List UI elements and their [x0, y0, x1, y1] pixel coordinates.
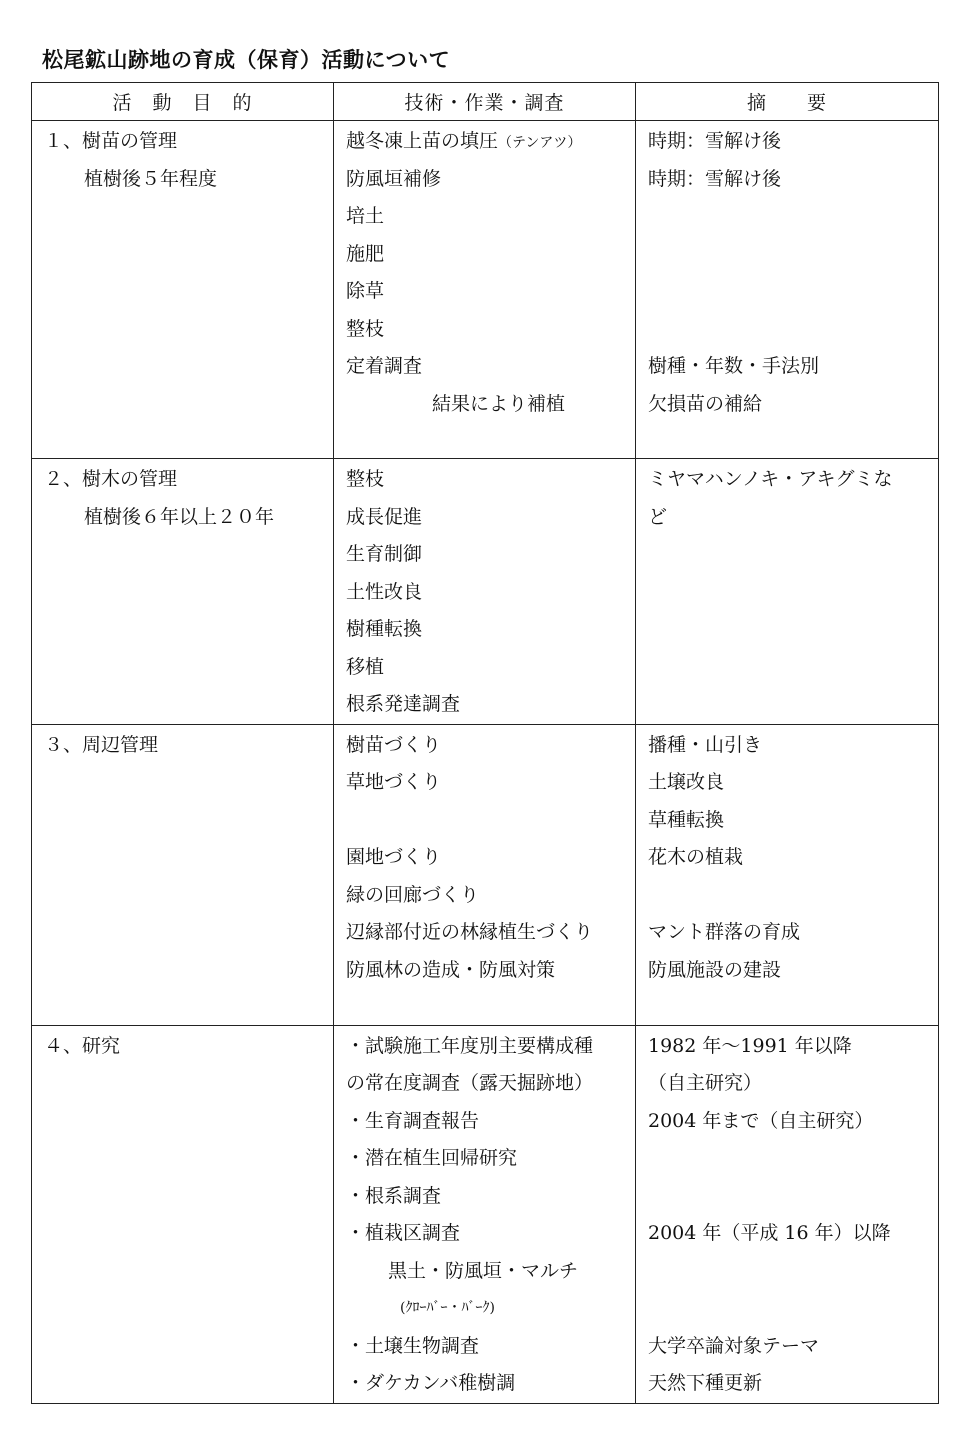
technique-item: ・植栽区調査 — [346, 1222, 461, 1244]
technique-item: 整枝 — [346, 317, 385, 340]
purpose-detail: 植樹後６年以上２０年 — [84, 505, 275, 528]
table-row — [32, 724, 939, 1025]
technique-item: (ｸﾛｰﾊﾞｰ・ﾊﾞｰｸ) — [400, 1300, 495, 1316]
summary-item — [648, 877, 926, 915]
table-row — [32, 459, 939, 725]
purpose-cell — [32, 459, 334, 725]
document-title: 松尾鉱山跡地の育成（保育）活動について — [42, 48, 451, 72]
technique-item: 防風林の造成・防風対策 — [346, 958, 556, 981]
activity-table — [31, 82, 939, 1404]
header-summary: 摘 要 — [636, 83, 939, 121]
technique-item: 樹種転換 — [346, 618, 423, 640]
summary-item — [648, 1140, 926, 1178]
technique-item: 除草 — [346, 280, 385, 302]
summary-cell — [636, 724, 939, 1025]
summary-item — [648, 1253, 926, 1291]
technique-reading-note: （テンアツ） — [498, 135, 582, 151]
technique-item: 施肥 — [346, 242, 385, 265]
summary-item — [648, 273, 926, 311]
technique-item: 生育制御 — [346, 543, 423, 565]
technique-item: 培土 — [346, 205, 385, 227]
table-row — [32, 121, 939, 459]
summary-item — [648, 1290, 926, 1328]
technique-item — [346, 123, 623, 161]
technique-cell — [334, 459, 636, 725]
technique-item: 整枝 — [346, 468, 385, 490]
technique-item: 草地づくり — [346, 771, 442, 793]
technique-item: の常在度調査（露天掘跡地） — [346, 1072, 594, 1094]
table-row — [32, 1025, 939, 1403]
technique-item: ・根系調査 — [346, 1184, 442, 1207]
summary-item — [648, 236, 926, 274]
summary-item: 土壌改良 — [648, 771, 725, 793]
technique-item: ・潜在植生回帰研究 — [346, 1147, 518, 1169]
technique-cell — [334, 724, 636, 1025]
summary-item: マント群落の育成 — [648, 921, 801, 943]
summary-cell — [636, 121, 939, 459]
summary-item — [648, 311, 926, 349]
summary-item: 花木の植栽 — [648, 846, 744, 868]
purpose-cell — [32, 1025, 334, 1403]
summary-item: 樹種・年数・手法別 — [648, 355, 820, 377]
technique-cell — [334, 121, 636, 459]
purpose-heading: １、樹苗の管理 — [44, 130, 178, 152]
summary-item: （自主研究） — [648, 1072, 763, 1094]
summary-item — [648, 198, 926, 236]
summary-item: ど — [648, 505, 668, 528]
summary-cell — [636, 1025, 939, 1403]
technique-item: 結果により補植 — [432, 392, 566, 415]
technique-item: 辺縁部付近の林縁植生づくり — [346, 921, 594, 943]
purpose-cell — [32, 121, 334, 459]
summary-item: 1982 年～1991 年以降 — [648, 1034, 852, 1057]
summary-item: 防風施設の建設 — [648, 958, 782, 981]
summary-item: 2004 年まで（自主研究） — [648, 1109, 874, 1132]
technique-item: 樹苗づくり — [346, 733, 442, 756]
summary-item: ミヤマハンノキ・アキグミな — [648, 468, 893, 490]
summary-item: 時期：雪解け後 — [648, 130, 782, 152]
purpose-cell — [32, 724, 334, 1025]
summary-item: 時期：雪解け後 — [648, 167, 782, 190]
technique-item: 園地づくり — [346, 846, 442, 868]
table-header-row — [32, 83, 939, 121]
purpose-heading: ２、樹木の管理 — [44, 468, 178, 490]
technique-item: ・ダケカンバ稚樹調 — [346, 1372, 516, 1394]
technique-text: 越冬凍上苗の填圧 — [346, 130, 499, 152]
summary-item: 2004 年（平成 16 年）以降 — [648, 1222, 891, 1244]
technique-item: 成長促進 — [346, 505, 423, 528]
purpose-detail: 植樹後５年程度 — [84, 167, 218, 190]
technique-item: ・土壌生物調査 — [346, 1334, 480, 1357]
technique-item — [346, 802, 623, 840]
technique-item: 黒土・防風垣・マルチ — [388, 1259, 579, 1282]
header-purpose: 活 動 目 的 — [32, 83, 334, 121]
summary-item: 欠損苗の補給 — [648, 392, 763, 415]
summary-item: 天然下種更新 — [648, 1372, 763, 1394]
technique-item: 防風垣補修 — [346, 167, 442, 190]
header-technique: 技術・作業・調査 — [334, 83, 636, 121]
purpose-heading: ４、研究 — [44, 1034, 121, 1057]
summary-item — [648, 1178, 926, 1216]
summary-item: 草種転換 — [648, 808, 725, 831]
technique-item: 土性改良 — [346, 580, 423, 603]
technique-item: 緑の回廊づくり — [346, 883, 480, 906]
technique-item: 根系発達調査 — [346, 693, 461, 715]
technique-item: ・試験施工年度別主要構成種 — [346, 1034, 594, 1057]
technique-item: 移植 — [346, 655, 385, 678]
technique-item: 定着調査 — [346, 355, 423, 377]
technique-item: ・生育調査報告 — [346, 1109, 480, 1132]
summary-item: 播種・山引き — [648, 733, 763, 756]
purpose-heading: ３、周辺管理 — [44, 733, 159, 756]
summary-item: 大学卒論対象テーマ — [648, 1334, 820, 1357]
technique-cell — [334, 1025, 636, 1403]
summary-cell — [636, 459, 939, 725]
